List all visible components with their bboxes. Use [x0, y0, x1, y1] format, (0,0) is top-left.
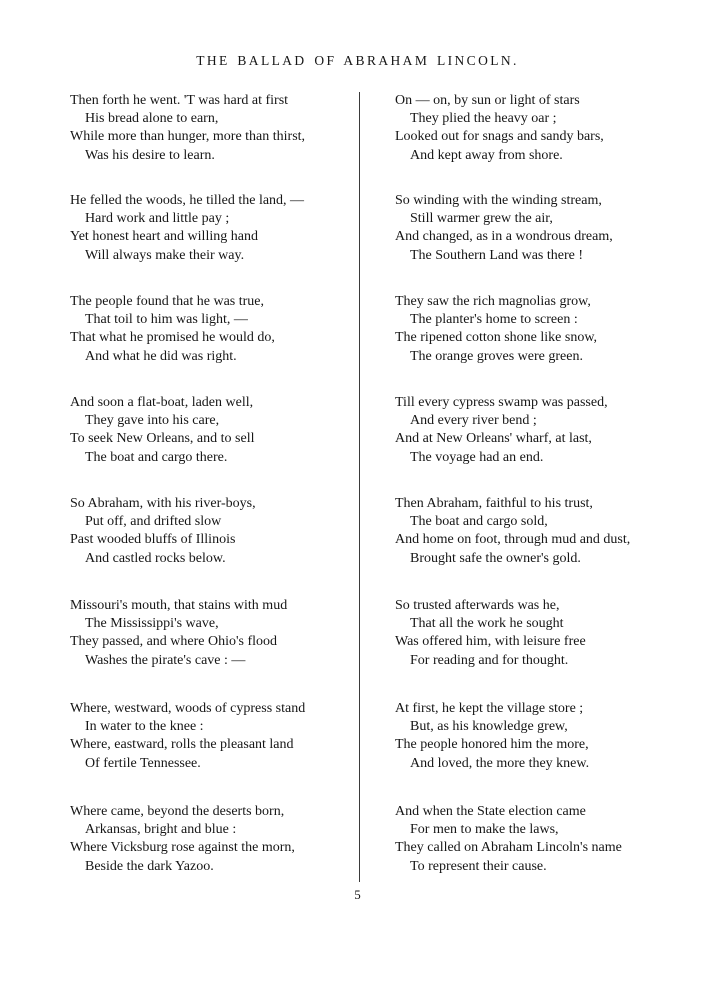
verse-line: For men to make the laws, — [410, 822, 559, 838]
verse-line: Missouri's mouth, that stains with mud — [70, 598, 288, 613]
verse-line: Yet honest heart and willing hand — [70, 229, 258, 245]
verse-line: In water to the knee : — [85, 719, 204, 735]
verse-line: They saw the rich magnolias grow, — [395, 294, 591, 309]
verse-line: And castled rocks below. — [85, 550, 226, 566]
verse-line: Where Vicksburg rose against the morn, — [70, 840, 295, 856]
stanza — [70, 700, 348, 773]
verse-line: Arkansas, bright and blue : — [85, 822, 237, 838]
verse-line: They called on Abraham Lincoln's name — [395, 840, 622, 856]
verse-line: The Mississippi's wave, — [85, 616, 219, 632]
verse-line: Was offered him, with leisure free — [395, 634, 586, 650]
verse-line: And at New Orleans' wharf, at last, — [395, 431, 592, 447]
verse-line: Then Abraham, faithful to his trust, — [395, 496, 593, 511]
verse-line: That toil to him was light, — — [85, 312, 248, 328]
verse-line: Where came, beyond the deserts born, — [70, 804, 285, 819]
stanza — [395, 293, 675, 366]
verse-line: The boat and cargo sold, — [410, 514, 548, 530]
verse-line: But, as his knowledge grew, — [410, 719, 568, 735]
verse-line: Brought safe the owner's gold. — [410, 550, 581, 566]
verse-line: To represent their cause. — [410, 858, 547, 874]
stanza — [70, 394, 348, 467]
verse-line: Looked out for snags and sandy bars, — [395, 129, 604, 145]
verse-line: They passed, and where Ohio's flood — [70, 634, 278, 650]
page-number: 5 — [354, 887, 361, 902]
verse-line: His bread alone to earn, — [85, 111, 219, 127]
verse-line: Where, westward, woods of cypress stand — [70, 701, 306, 716]
verse-line: So Abraham, with his river-boys, — [70, 496, 256, 511]
verse-line: Of fertile Tennessee. — [85, 755, 201, 771]
stanza — [395, 803, 675, 876]
stanza — [395, 495, 675, 568]
stanza — [70, 597, 348, 670]
verse-line: The people found that he was true, — [70, 294, 264, 309]
verse-line: Past wooded bluffs of Illinois — [70, 532, 236, 548]
verse-line: Beside the dark Yazoo. — [85, 858, 214, 874]
verse-line: And what he did was right. — [85, 348, 237, 364]
verse-line: The planter's home to screen : — [410, 312, 578, 328]
verse-line: For reading and for thought. — [410, 652, 569, 668]
verse-line: That what he promised he would do, — [70, 330, 275, 346]
verse-line: Still warmer grew the air, — [410, 211, 553, 227]
verse-line: And loved, the more they knew. — [410, 755, 590, 771]
verse-line: On — on, by sun or light of stars — [395, 93, 580, 108]
running-head-title: THE BALLAD OF ABRAHAM LINCOLN. — [196, 53, 519, 68]
stanza — [395, 394, 675, 467]
stanza — [70, 495, 348, 568]
verse-line: The people honored him the more, — [395, 737, 589, 753]
column-divider — [359, 92, 360, 882]
verse-line: The Southern Land was there ! — [410, 247, 583, 263]
verse-line: He felled the woods, he tilled the land, — — [70, 193, 305, 208]
verse-line: Where, eastward, rolls the pleasant land — [70, 737, 294, 753]
verse-line: And every river bend ; — [410, 413, 537, 429]
verse-line: And home on foot, through mud and dust, — [395, 532, 631, 548]
stanza — [395, 192, 675, 265]
stanza — [395, 597, 675, 670]
verse-line: They plied the heavy oar ; — [410, 111, 557, 127]
verse-line: At first, he kept the village store ; — [395, 701, 584, 716]
stanza — [70, 92, 348, 165]
stanza — [70, 192, 348, 265]
stanza — [70, 803, 348, 876]
verse-line: And kept away from shore. — [410, 147, 563, 163]
verse-line: Will always make their way. — [85, 247, 245, 263]
verse-line: Was his desire to learn. — [85, 147, 215, 163]
verse-line: Then forth he went. 'T was hard at first — [70, 93, 289, 108]
verse-line: While more than hunger, more than thirst, — [70, 129, 306, 145]
verse-line: They gave into his care, — [85, 413, 220, 429]
verse-line: The boat and cargo there. — [85, 449, 228, 465]
verse-line: The ripened cotton shone like snow, — [395, 330, 598, 346]
stanza — [70, 293, 348, 366]
verse-line: Put off, and drifted slow — [85, 514, 222, 530]
stanza — [395, 700, 675, 773]
verse-line: And when the State election came — [395, 804, 586, 819]
verse-line: So trusted afterwards was he, — [395, 598, 560, 613]
verse-line: Hard work and little pay ; — [85, 211, 230, 227]
verse-line: So winding with the winding stream, — [395, 193, 602, 208]
verse-line: The orange groves were green. — [410, 348, 583, 364]
verse-line: And changed, as in a wondrous dream, — [395, 229, 613, 245]
stanza — [395, 92, 675, 165]
verse-line: Till every cypress swamp was passed, — [395, 395, 608, 410]
verse-line: Washes the pirate's cave : — — [85, 652, 246, 668]
verse-line: The voyage had an end. — [410, 449, 544, 465]
verse-line: To seek New Orleans, and to sell — [70, 431, 255, 447]
verse-line: That all the work he sought — [410, 616, 564, 632]
verse-line: And soon a flat-boat, laden well, — [70, 395, 254, 410]
